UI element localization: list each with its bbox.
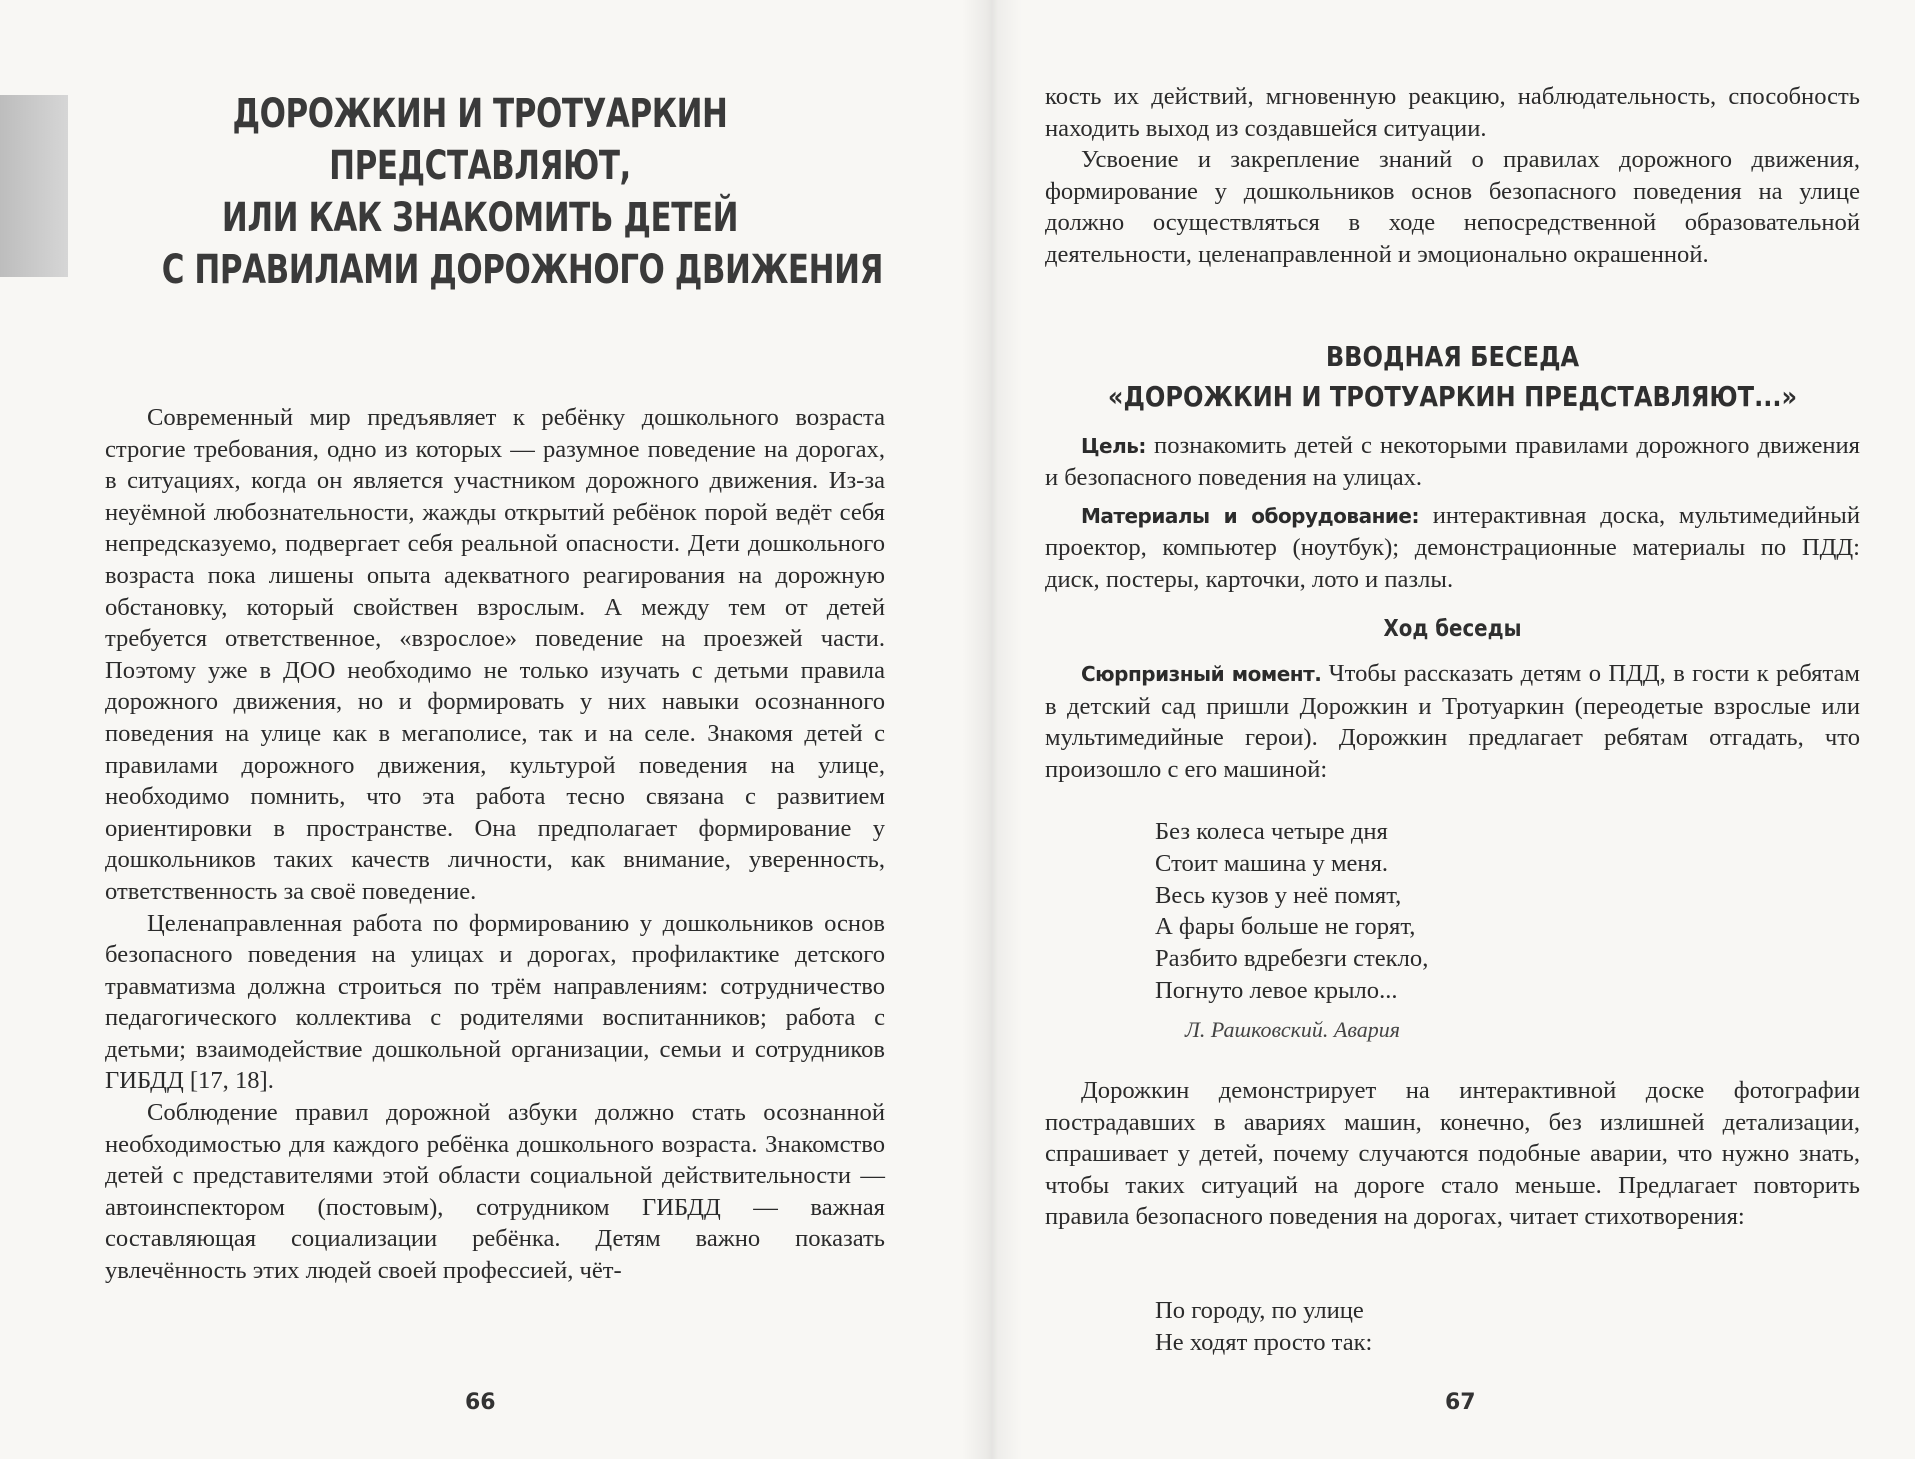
materials-paragraph (1045, 500, 1860, 596)
surprise-text: Чтобы рассказать детям о ПДД, в гости к ребятам в детский сад пришли Дорожкин и Тротуаркин (переодетые взрослые или мультимедийные герои). Дорожкин предлагает ребятам отгадать, что произошло с его машиной: (1045, 660, 1860, 783)
chapter-title-line: ДОРОЖКИН И ТРОТУАРКИН (232, 91, 728, 137)
page-number: 67 (1445, 1390, 1476, 1415)
goal-label: Цель: (1081, 434, 1146, 458)
after-poem-text (1045, 1075, 1860, 1233)
section-title (1045, 337, 1860, 417)
section-title-line: ВВОДНАЯ БЕСЕДА (1325, 340, 1580, 373)
materials-text: интерактивная доска, мультимедийный проектор, компьютер (ноутбук); демонстрационные материалы по ПДД: диск, постеры, карточки, лото и пазлы. (1045, 502, 1860, 593)
poem-line: Стоит машина у меня. (1155, 849, 1389, 877)
paragraph: Усвоение и закрепление знаний о правилах дорожного движения, формирование у дошкольников основ безопасного поведения на улице должно осуществляться в ходе непосредственной образовательной деятельности, целенаправленной и эмоционально окрашенной. (1045, 146, 1860, 268)
subsection-title-text: Ход беседы (1383, 616, 1522, 642)
poem-line: Весь кузов у неё помят, (1155, 881, 1402, 909)
poem-line: Без колеса четыре дня (1155, 818, 1388, 845)
scenario-text (1045, 658, 1860, 785)
poem-line: Разбито вдребезги стекло, (1155, 945, 1429, 973)
chapter-title-line: ИЛИ КАК ЗНАКОМИТЬ ДЕТЕЙ (221, 195, 739, 241)
poem-1 (1155, 816, 1428, 1007)
chapter-title-line: С ПРАВИЛАМИ ДОРОЖНОГО ДВИЖЕНИЯ (161, 247, 883, 293)
poem-line: А фары больше не горят, (1155, 913, 1416, 941)
poem-line: Не ходят просто так: (1155, 1328, 1373, 1356)
chapter-title (161, 88, 883, 296)
section-title-line: «ДОРОЖКИН И ТРОТУАРКИН ПРЕДСТАВЛЯЮТ...» (1107, 380, 1798, 413)
poem-2 (1155, 1295, 1372, 1359)
right-intro-text (1045, 81, 1860, 271)
poem-line: По городу, по улице (1155, 1297, 1364, 1324)
page-number: 66 (465, 1390, 496, 1415)
chapter-title-line: ПРЕДСТАВЛЯЮТ, (329, 143, 631, 189)
materials-label: Материалы и оборудование: (1081, 504, 1419, 528)
subsection-title (1045, 614, 1860, 644)
surprise-paragraph (1045, 658, 1860, 785)
paragraph: кость их действий, мгновенную реакцию, наблюдательность, способность находить выход из создавшейся ситуации. (1045, 83, 1860, 142)
poem-author: Л. Рашковский. Авария (1185, 1017, 1400, 1042)
goal-text: познакомить детей с некоторыми правилами дорожного движения и безопасного поведения на улицах. (1045, 432, 1860, 491)
paragraph: Современный мир предъявляет к ребёнку дошкольного возраста строгие требования, одно из которых — разумное поведение на дорогах, в ситуациях, когда он является участником дорожного движения. Из-за неуёмной любознательности, жажды открытий ребёнок порой ведёт себя непредсказуемо, подвергает себя реальной опасности. Дети дошкольного возраста пока лишены опыта адекватного реагирования на дорожную обстановку, который свойствен взрослым. А между тем от детей требуется ответственное, «взрослое» поведение на проезжей части. Поэтому уже в ДОО необходимо не только изучать с детьми правила дорожного движения, но и формировать у них навыки осознанного поведения на улице как в мегаполисе, так и на селе. Знакомя детей с правилами дорожного движения, культурой поведения на улице, необходимо помнить, что эта работа тесно связана с развитием ориентировки в пространстве. Она предполагает формирование у дошкольников таких качеств личности, как внимание, уверенность, ответственность за своё поведение. (105, 404, 885, 905)
left-body-text (105, 402, 885, 1287)
goal-block (1045, 430, 1860, 602)
right-page (1000, 0, 1915, 1459)
paragraph: Дорожкин демонстрирует на интерактивной доске фотографии пострадавших в авариях машин, конечно, без излишней детализации, спрашивает у детей, почему случаются подобные аварии, что нужно знать, чтобы таких ситуаций на дороге стало меньше. Предлагает повторить правила безопасного поведения на дорогах, читает стихотворения: (1045, 1077, 1860, 1231)
paragraph: Целенаправленная работа по формированию у дошкольников основ безопасного поведения на улицах и дорогах, профилактике детского травматизма должна строиться по трём направлениям: сотрудничество педагогического коллектива с родителями воспитанников; работа с детьми; взаимодействие дошкольной организации, семьи и сотрудников ГИБДД [17, 18]. (105, 909, 885, 1095)
goal-paragraph (1045, 430, 1860, 494)
paragraph: Соблюдение правил дорожной азбуки должно стать осознанной необходимостью для каждого ребёнка дошкольного возраста. Знакомство детей с представителями этой области социальной действительности — автоинспектором (постовым), сотрудником ГИБДД — важная составляющая социализации ребёнка. Детям важно показать увлечённость этих людей своей профессией, чёт- (105, 1099, 885, 1285)
surprise-label: Сюрпризный момент. (1081, 662, 1322, 686)
poem-line: Погнуто левое крыло... (1155, 976, 1398, 1004)
